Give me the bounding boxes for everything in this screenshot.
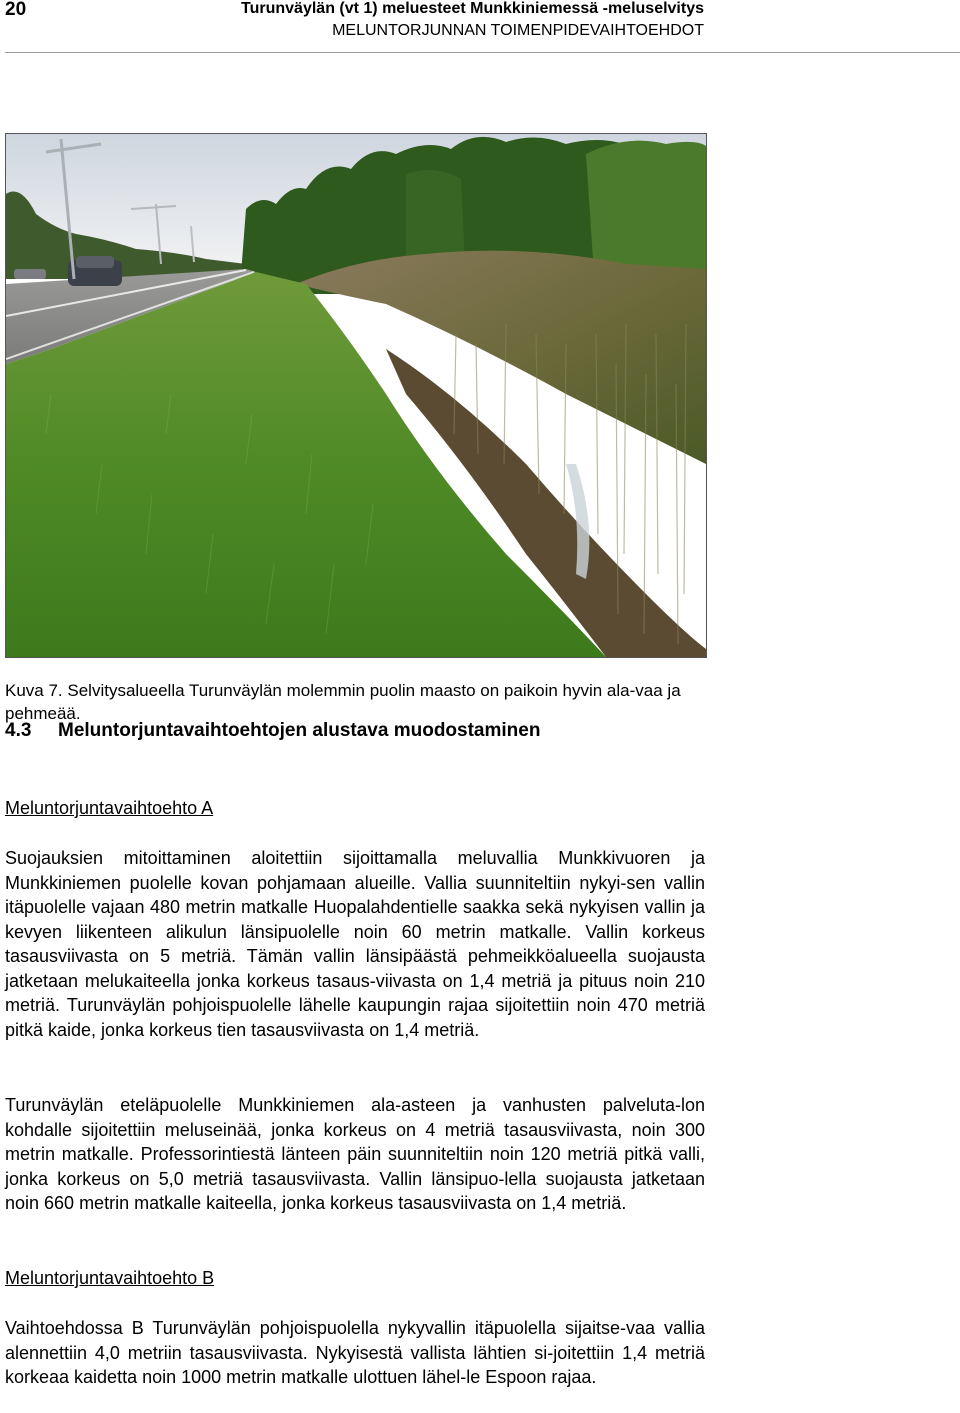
figure-caption: Kuva 7. Selvitysalueella Turunväylän molemmin puolin maasto on paikoin hyvin ala-vaa ja pehmeää.	[5, 681, 681, 723]
section-heading	[5, 719, 540, 743]
option-a-paragraph-1: Suojauksien mitoittaminen aloitettiin sijoittamalla meluvallia Munkkivuoren ja Munkkiniemen puolelle kovan pohjamaan alueille. Vallia suunniteltiin nykyi-sen vallin itäpuolelle vajaan 480 metrin matkalle Huopalahdentielle saakka sekä nykyisen vallin ja kevyen liikenteen alikulun länsipuolelle noin 60 metrin matkalle. Vallin korkeus tasausviivasta on 5 metriä. Tämän vallin länsipäästä pehmeikköalueella suojausta jatketaan melukaiteella jonka korkeus tasaus-viivasta on 1,4 metriä ja pituus noin 210 metriä. Turunväylän pohjoispuolelle lähelle kaupungin rajaa sijoitettiin noin 470 metriä pitkä kaide, jonka korkeus tien tasausviivasta on 1,4 metriä.	[5, 848, 705, 1040]
roadside-photo	[5, 133, 707, 658]
option-a-paragraph-2: Turunväylän eteläpuolelle Munkkiniemen ala-asteen ja vanhusten palveluta-lon kohdalle sijoitettiin meluseinää, jonka korkeus on 4 metriä tasausviivasta, noin 300 metrin matkalle. Professorintiestä länteen päin suunniteltiin noin 120 metriä pitkä valli, jonka korkeus on 5,0 metriä tasausviivasta. Vallin länsipuo-lella suojausta jatketaan noin 660 metrin matkalle kaiteella, jonka korkeus tasausviivasta on 1,4 metriä.	[5, 1095, 705, 1213]
header-divider	[5, 52, 960, 53]
page-number: 20	[5, 0, 27, 20]
section-title: Meluntorjuntavaihtoehtojen alustava muodostaminen	[58, 720, 541, 741]
running-header	[241, 0, 704, 41]
option-b-paragraph-1: Vaihtoehdossa B Turunväylän pohjoispuolella nykyvallin itäpuolella sijaitse-vaa vallia alennettiin 4,0 metriin tasausviivasta. Nykyisestä vallista lähtien si-joitettiin 1,4 metriä korkeaa kaidetta noin 1000 metrin matkalle ulottuen lähel-le Espoon rajaa.	[5, 1318, 705, 1387]
option-a-heading: Meluntorjuntavaihtoehto A	[5, 798, 214, 818]
section-number: 4.3	[5, 720, 32, 741]
option-b-heading: Meluntorjuntavaihtoehto B	[5, 1268, 215, 1288]
document-title: Turunväylän (vt 1) meluesteet Munkkiniemessä -meluselvitys	[241, 0, 704, 17]
chapter-title: MELUNTORJUNNAN TOIMENPIDEVAIHTOEHDOT	[332, 22, 704, 39]
